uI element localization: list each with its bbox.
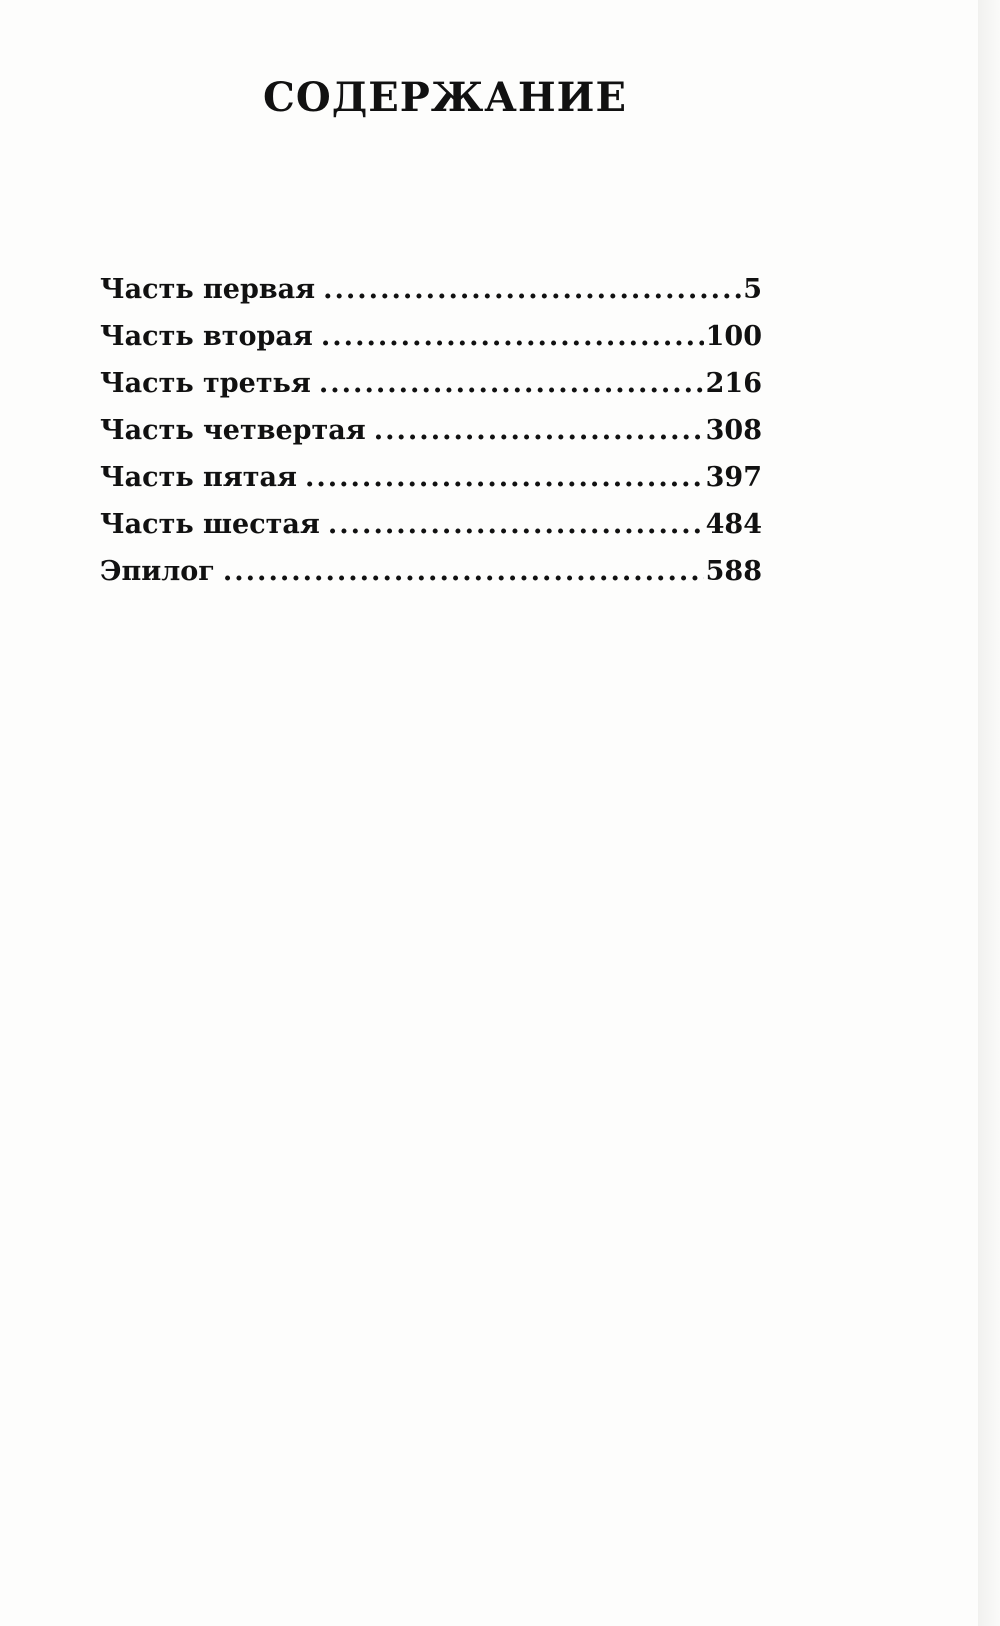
dot-leader — [305, 454, 704, 501]
dot-leader — [374, 407, 704, 454]
dot-leader — [319, 360, 704, 407]
toc-entry-part-1 — [100, 266, 762, 313]
toc-entry-page-number: 484 — [705, 509, 762, 540]
dot-leader — [328, 501, 704, 548]
dot-leader — [223, 548, 704, 595]
table-of-contents — [100, 266, 762, 595]
toc-entry-epilogue — [100, 548, 762, 595]
toc-entry-part-4 — [100, 407, 762, 454]
toc-entry-page-number: 5 — [743, 274, 762, 305]
toc-entry-label: Эпилог — [100, 556, 215, 587]
toc-entry-page-number: 397 — [705, 462, 762, 493]
toc-entry-page-number: 588 — [705, 556, 762, 587]
toc-entry-label: Часть пятая — [100, 462, 297, 493]
dot-leader — [321, 313, 704, 360]
toc-entry-part-5 — [100, 454, 762, 501]
toc-entry-label: Часть первая — [100, 274, 316, 305]
toc-entry-part-3 — [100, 360, 762, 407]
toc-entry-part-2 — [100, 313, 762, 360]
toc-entry-page-number: 216 — [705, 368, 762, 399]
toc-entry-label: Часть третья — [100, 368, 311, 399]
dot-leader — [323, 266, 741, 313]
page-title: СОДЕРЖАНИЕ — [263, 74, 627, 121]
toc-entry-label: Часть четвертая — [100, 415, 366, 446]
toc-entry-label: Часть вторая — [100, 321, 313, 352]
toc-entry-page-number: 308 — [705, 415, 762, 446]
toc-entry-label: Часть шестая — [100, 509, 320, 540]
page-edge-shadow — [978, 0, 1000, 1626]
toc-entry-page-number: 100 — [705, 321, 762, 352]
toc-entry-part-6 — [100, 501, 762, 548]
